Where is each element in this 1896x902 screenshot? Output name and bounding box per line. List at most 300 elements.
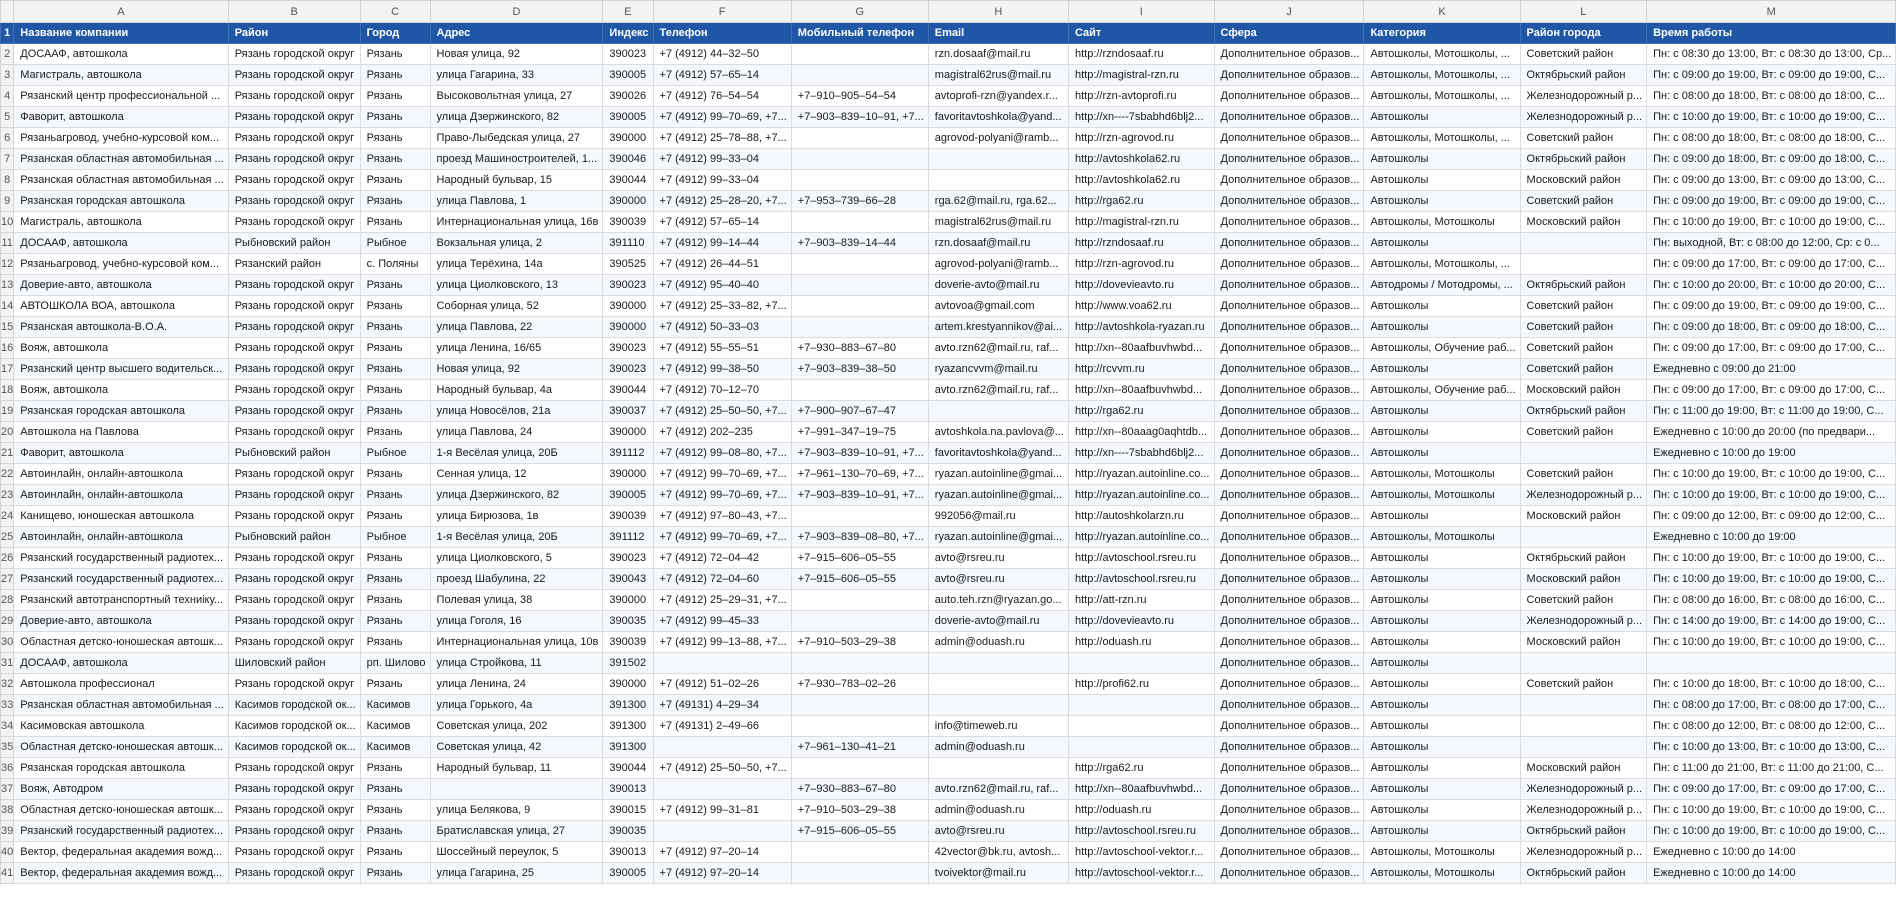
cell-sphere[interactable]: Дополнительное образов... — [1214, 212, 1364, 233]
cell-working-hours[interactable]: Пн: с 09:00 до 17:00, Вт: с 09:00 до 17:00, С... — [1647, 338, 1896, 359]
cell-district[interactable]: Рязань городской округ — [228, 128, 360, 149]
cell-sphere[interactable]: Дополнительное образов... — [1214, 611, 1364, 632]
cell-postal-index[interactable]: 391112 — [603, 443, 653, 464]
cell-website[interactable]: http://oduash.ru — [1068, 800, 1214, 821]
header-cell-sphere[interactable]: Сфера — [1214, 23, 1364, 44]
cell-postal-index[interactable]: 390005 — [603, 107, 653, 128]
cell-email[interactable]: doverie-avto@mail.ru — [928, 611, 1068, 632]
cell-category[interactable]: Автошколы — [1364, 611, 1520, 632]
column-header-k[interactable]: K — [1364, 1, 1520, 23]
cell-district[interactable]: Рязань городской округ — [228, 86, 360, 107]
cell-email[interactable]: ryazan.autoinline@gmai... — [928, 527, 1068, 548]
cell-company-name[interactable]: Рязанский государственный радиотех... — [14, 821, 228, 842]
cell-postal-index[interactable]: 390000 — [603, 422, 653, 443]
cell-city-district[interactable]: Октябрьский район — [1520, 821, 1647, 842]
cell-mobile-phone[interactable] — [791, 863, 928, 884]
row-number[interactable]: 7 — [1, 149, 14, 170]
cell-phone[interactable]: +7 (4912) 25‒78‒88, +7... — [653, 128, 791, 149]
cell-city-district[interactable]: Московский район — [1520, 569, 1647, 590]
cell-mobile-phone[interactable]: +7‒903‒839‒14‒44 — [791, 233, 928, 254]
cell-district[interactable]: Рязань городской округ — [228, 821, 360, 842]
cell-postal-index[interactable]: 390525 — [603, 254, 653, 275]
cell-sphere[interactable]: Дополнительное образов... — [1214, 527, 1364, 548]
cell-mobile-phone[interactable]: +7‒910‒503‒29‒38 — [791, 632, 928, 653]
cell-postal-index[interactable]: 390023 — [603, 44, 653, 65]
cell-address[interactable]: Народный бульвар, 15 — [430, 170, 603, 191]
row-number[interactable]: 24 — [1, 506, 14, 527]
cell-address[interactable]: улица Павлова, 24 — [430, 422, 603, 443]
cell-working-hours[interactable]: Пн: с 11:00 до 19:00, Вт: с 11:00 до 19:00, С... — [1647, 401, 1896, 422]
row-number[interactable]: 36 — [1, 758, 14, 779]
cell-city[interactable]: Рязань — [360, 758, 430, 779]
cell-phone[interactable]: +7 (4912) 99‒31‒81 — [653, 800, 791, 821]
cell-email[interactable]: favoritavtoshkola@yand... — [928, 443, 1068, 464]
cell-mobile-phone[interactable]: +7‒910‒503‒29‒38 — [791, 800, 928, 821]
cell-category[interactable]: Автошколы — [1364, 758, 1520, 779]
row-number[interactable]: 33 — [1, 695, 14, 716]
cell-company-name[interactable]: ДОСААФ, автошкола — [14, 44, 228, 65]
cell-city[interactable]: Рыбное — [360, 233, 430, 254]
cell-company-name[interactable]: Автошкола на Павлова — [14, 422, 228, 443]
cell-category[interactable]: Автошколы — [1364, 590, 1520, 611]
cell-address[interactable]: улица Павлова, 22 — [430, 317, 603, 338]
cell-website[interactable]: http://dovevieavto.ru — [1068, 611, 1214, 632]
cell-city[interactable]: Касимов — [360, 716, 430, 737]
cell-postal-index[interactable]: 390046 — [603, 149, 653, 170]
cell-email[interactable]: rzn.dosaaf@mail.ru — [928, 233, 1068, 254]
cell-category[interactable]: Автошколы — [1364, 149, 1520, 170]
cell-company-name[interactable]: ДОСААФ, автошкола — [14, 653, 228, 674]
cell-district[interactable]: Рязань городской округ — [228, 212, 360, 233]
cell-postal-index[interactable]: 391300 — [603, 716, 653, 737]
cell-website[interactable]: http://avtoshkola62.ru — [1068, 149, 1214, 170]
cell-city[interactable]: Рязань — [360, 149, 430, 170]
row-number[interactable]: 8 — [1, 170, 14, 191]
cell-working-hours[interactable]: Пн: с 10:00 до 19:00, Вт: с 10:00 до 19:00, С... — [1647, 212, 1896, 233]
cell-postal-index[interactable]: 390035 — [603, 821, 653, 842]
cell-website[interactable]: http://rga62.ru — [1068, 401, 1214, 422]
cell-mobile-phone[interactable] — [791, 842, 928, 863]
cell-district[interactable]: Касимов городской ок... — [228, 737, 360, 758]
cell-mobile-phone[interactable] — [791, 653, 928, 674]
cell-working-hours[interactable]: Пн: с 10:00 до 19:00, Вт: с 10:00 до 19:00, С... — [1647, 632, 1896, 653]
cell-email[interactable]: doverie-avto@mail.ru — [928, 275, 1068, 296]
row-number[interactable]: 10 — [1, 212, 14, 233]
cell-city[interactable]: Касимов — [360, 737, 430, 758]
cell-company-name[interactable]: Вояж, автошкола — [14, 338, 228, 359]
cell-category[interactable]: Автошколы — [1364, 632, 1520, 653]
cell-sphere[interactable]: Дополнительное образов... — [1214, 548, 1364, 569]
row-number[interactable]: 5 — [1, 107, 14, 128]
cell-email[interactable]: avto.rzn62@mail.ru, raf... — [928, 380, 1068, 401]
cell-postal-index[interactable]: 390015 — [603, 800, 653, 821]
cell-postal-index[interactable]: 391300 — [603, 695, 653, 716]
cell-email[interactable] — [928, 401, 1068, 422]
cell-email[interactable]: ryazancvvm@mail.ru — [928, 359, 1068, 380]
cell-district[interactable]: Касимов городской ок... — [228, 695, 360, 716]
cell-city-district[interactable]: Советский район — [1520, 422, 1647, 443]
cell-city-district[interactable] — [1520, 653, 1647, 674]
cell-email[interactable]: tvoivektor@mail.ru — [928, 863, 1068, 884]
cell-district[interactable]: Рязань городской округ — [228, 800, 360, 821]
row-number[interactable]: 26 — [1, 548, 14, 569]
cell-mobile-phone[interactable]: +7‒900‒907‒67‒47 — [791, 401, 928, 422]
cell-email[interactable]: avto@rsreu.ru — [928, 569, 1068, 590]
cell-website[interactable]: http://magistral-rzn.ru — [1068, 65, 1214, 86]
cell-working-hours[interactable]: Пн: с 08:00 до 18:00, Вт: с 08:00 до 18:00, С... — [1647, 128, 1896, 149]
cell-city[interactable]: Рязань — [360, 800, 430, 821]
column-header-a[interactable]: A — [14, 1, 228, 23]
cell-postal-index[interactable]: 391112 — [603, 527, 653, 548]
cell-district[interactable]: Рязань городской округ — [228, 464, 360, 485]
cell-email[interactable] — [928, 695, 1068, 716]
cell-email[interactable]: magistral62rus@mail.ru — [928, 65, 1068, 86]
cell-city-district[interactable]: Железнодорожный р... — [1520, 86, 1647, 107]
cell-city-district[interactable]: Советский район — [1520, 296, 1647, 317]
cell-email[interactable] — [928, 653, 1068, 674]
cell-city-district[interactable]: Железнодорожный р... — [1520, 107, 1647, 128]
row-number[interactable]: 34 — [1, 716, 14, 737]
cell-sphere[interactable]: Дополнительное образов... — [1214, 275, 1364, 296]
cell-sphere[interactable]: Дополнительное образов... — [1214, 401, 1364, 422]
cell-mobile-phone[interactable] — [791, 296, 928, 317]
cell-company-name[interactable]: Фаворит, автошкола — [14, 443, 228, 464]
cell-sphere[interactable]: Дополнительное образов... — [1214, 128, 1364, 149]
row-number[interactable]: 1 — [1, 23, 14, 44]
cell-city[interactable]: рп. Шилово — [360, 653, 430, 674]
row-number[interactable]: 19 — [1, 401, 14, 422]
cell-city-district[interactable] — [1520, 233, 1647, 254]
cell-phone[interactable]: +7 (4912) 57‒65‒14 — [653, 212, 791, 233]
cell-company-name[interactable]: Автошкола профессионал — [14, 674, 228, 695]
cell-website[interactable]: http://autoshkolarzn.ru — [1068, 506, 1214, 527]
cell-city-district[interactable]: Советский район — [1520, 128, 1647, 149]
cell-city-district[interactable]: Советский район — [1520, 359, 1647, 380]
cell-category[interactable]: Автошколы — [1364, 674, 1520, 695]
cell-company-name[interactable]: Магистраль, автошкола — [14, 65, 228, 86]
cell-city-district[interactable]: Железнодорожный р... — [1520, 485, 1647, 506]
cell-city[interactable]: Рязань — [360, 548, 430, 569]
cell-mobile-phone[interactable] — [791, 44, 928, 65]
cell-phone[interactable]: +7 (4912) 99‒33‒04 — [653, 170, 791, 191]
cell-district[interactable]: Рязань городской округ — [228, 506, 360, 527]
cell-phone[interactable] — [653, 737, 791, 758]
cell-address[interactable]: улица Павлова, 1 — [430, 191, 603, 212]
cell-address[interactable]: 1-я Весёлая улица, 20Б — [430, 443, 603, 464]
cell-mobile-phone[interactable] — [791, 380, 928, 401]
cell-category[interactable]: Автошколы, Обучение раб... — [1364, 380, 1520, 401]
column-header-m[interactable]: M — [1647, 1, 1896, 23]
cell-address[interactable]: Братиславская улица, 27 — [430, 821, 603, 842]
cell-email[interactable]: avto@rsreu.ru — [928, 821, 1068, 842]
cell-website[interactable]: http://xn--80aaag0aqhtdb... — [1068, 422, 1214, 443]
cell-mobile-phone[interactable] — [791, 65, 928, 86]
cell-address[interactable]: улица Ленина, 16/65 — [430, 338, 603, 359]
row-number[interactable]: 32 — [1, 674, 14, 695]
cell-district[interactable]: Рязань городской округ — [228, 44, 360, 65]
cell-website[interactable]: http://profi62.ru — [1068, 674, 1214, 695]
cell-mobile-phone[interactable]: +7‒991‒347‒19‒75 — [791, 422, 928, 443]
cell-company-name[interactable]: Автоинлайн, онлайн-автошкола — [14, 464, 228, 485]
cell-working-hours[interactable]: Пн: с 14:00 до 19:00, Вт: с 14:00 до 19:00, С... — [1647, 611, 1896, 632]
cell-address[interactable]: Полевая улица, 38 — [430, 590, 603, 611]
cell-city-district[interactable]: Московский район — [1520, 380, 1647, 401]
cell-working-hours[interactable]: Пн: с 10:00 до 18:00, Вт: с 10:00 до 18:00, С... — [1647, 674, 1896, 695]
row-number[interactable]: 40 — [1, 842, 14, 863]
cell-phone[interactable]: +7 (4912) 55‒55‒51 — [653, 338, 791, 359]
cell-mobile-phone[interactable]: +7‒961‒130‒70‒69, +7... — [791, 464, 928, 485]
cell-sphere[interactable]: Дополнительное образов... — [1214, 779, 1364, 800]
cell-sphere[interactable]: Дополнительное образов... — [1214, 737, 1364, 758]
row-number[interactable]: 17 — [1, 359, 14, 380]
cell-website[interactable]: http://avtoschool-vektor.r... — [1068, 863, 1214, 884]
cell-postal-index[interactable]: 390005 — [603, 485, 653, 506]
cell-city-district[interactable]: Октябрьский район — [1520, 863, 1647, 884]
cell-website[interactable]: http://rga62.ru — [1068, 758, 1214, 779]
row-number[interactable]: 35 — [1, 737, 14, 758]
cell-company-name[interactable]: Магистраль, автошкола — [14, 212, 228, 233]
cell-website[interactable]: http://rzndosaaf.ru — [1068, 44, 1214, 65]
cell-working-hours[interactable]: Пн: с 09:00 до 19:00, Вт: с 09:00 до 19:00, С... — [1647, 191, 1896, 212]
cell-phone[interactable]: +7 (4912) 95‒40‒40 — [653, 275, 791, 296]
cell-company-name[interactable]: Рязанский автотранспортный техниіку... — [14, 590, 228, 611]
cell-address[interactable]: Новая улица, 92 — [430, 359, 603, 380]
cell-category[interactable]: Автошколы — [1364, 443, 1520, 464]
column-header-b[interactable]: B — [228, 1, 360, 23]
cell-city-district[interactable]: Советский район — [1520, 191, 1647, 212]
cell-category[interactable]: Автошколы, Мотошколы — [1364, 485, 1520, 506]
cell-address[interactable]: 1-я Весёлая улица, 20Б — [430, 527, 603, 548]
cell-sphere[interactable]: Дополнительное образов... — [1214, 695, 1364, 716]
cell-phone[interactable]: +7 (4912) 99‒70‒69, +7... — [653, 107, 791, 128]
cell-working-hours[interactable]: Пн: с 10:00 до 19:00, Вт: с 10:00 до 19:00, С... — [1647, 464, 1896, 485]
cell-postal-index[interactable]: 390035 — [603, 611, 653, 632]
cell-email[interactable]: ryazan.autoinline@gmai... — [928, 464, 1068, 485]
cell-district[interactable]: Рязань городской округ — [228, 107, 360, 128]
cell-sphere[interactable]: Дополнительное образов... — [1214, 149, 1364, 170]
cell-mobile-phone[interactable]: +7‒903‒839‒38‒50 — [791, 359, 928, 380]
cell-company-name[interactable]: Рязанская городская автошкола — [14, 401, 228, 422]
cell-mobile-phone[interactable] — [791, 590, 928, 611]
cell-mobile-phone[interactable] — [791, 170, 928, 191]
cell-address[interactable]: улица Гагарина, 33 — [430, 65, 603, 86]
cell-mobile-phone[interactable] — [791, 317, 928, 338]
cell-phone[interactable]: +7 (4912) 25‒50‒50, +7... — [653, 758, 791, 779]
cell-working-hours[interactable]: Ежедневно с 09:00 до 21:00 — [1647, 359, 1896, 380]
header-cell-city-district[interactable]: Район города — [1520, 23, 1647, 44]
cell-website[interactable]: http://avtoshkola62.ru — [1068, 170, 1214, 191]
column-header-g[interactable]: G — [791, 1, 928, 23]
cell-sphere[interactable]: Дополнительное образов... — [1214, 653, 1364, 674]
cell-category[interactable]: Автошколы — [1364, 506, 1520, 527]
cell-phone[interactable]: +7 (4912) 99‒08‒80, +7... — [653, 443, 791, 464]
cell-website[interactable]: http://att-rzn.ru — [1068, 590, 1214, 611]
cell-category[interactable]: Автошколы, Мотошколы, ... — [1364, 65, 1520, 86]
column-header-d[interactable]: D — [430, 1, 603, 23]
cell-company-name[interactable]: Рязанская областная автомобильная ... — [14, 695, 228, 716]
cell-company-name[interactable]: Вектор, федеральная академия вожд... — [14, 863, 228, 884]
cell-city[interactable]: Рыбное — [360, 443, 430, 464]
cell-company-name[interactable]: Рязанская автошкола-В.О.А. — [14, 317, 228, 338]
cell-phone[interactable]: +7 (4912) 76‒54‒54 — [653, 86, 791, 107]
cell-email[interactable]: artem.krestyannikov@ai... — [928, 317, 1068, 338]
row-number[interactable]: 14 — [1, 296, 14, 317]
cell-website[interactable]: http://www.voa62.ru — [1068, 296, 1214, 317]
cell-postal-index[interactable]: 390039 — [603, 506, 653, 527]
cell-postal-index[interactable]: 390023 — [603, 548, 653, 569]
column-header-h[interactable]: H — [928, 1, 1068, 23]
cell-website[interactable]: http://avtoshkola-ryazan.ru — [1068, 317, 1214, 338]
cell-company-name[interactable]: Канищево, юношеская автошкола — [14, 506, 228, 527]
cell-working-hours[interactable]: Пн: с 09:00 до 18:00, Вт: с 09:00 до 18:00, С... — [1647, 317, 1896, 338]
cell-mobile-phone[interactable] — [791, 695, 928, 716]
cell-website[interactable]: http://avtoschool.rsreu.ru — [1068, 569, 1214, 590]
cell-category[interactable]: Автошколы — [1364, 821, 1520, 842]
cell-category[interactable]: Автодромы / Мотодромы, ... — [1364, 275, 1520, 296]
cell-sphere[interactable]: Дополнительное образов... — [1214, 44, 1364, 65]
cell-phone[interactable]: +7 (4912) 99‒13‒88, +7... — [653, 632, 791, 653]
cell-company-name[interactable]: Рязаньагровод, учебно-курсовой ком... — [14, 254, 228, 275]
cell-company-name[interactable]: Вектор, федеральная академия вожд... — [14, 842, 228, 863]
cell-sphere[interactable]: Дополнительное образов... — [1214, 506, 1364, 527]
cell-postal-index[interactable]: 390023 — [603, 275, 653, 296]
cell-phone[interactable]: +7 (4912) 25‒28‒20, +7... — [653, 191, 791, 212]
header-cell-email[interactable]: Email — [928, 23, 1068, 44]
cell-address[interactable] — [430, 779, 603, 800]
cell-category[interactable]: Автошколы — [1364, 191, 1520, 212]
cell-city-district[interactable]: Октябрьский район — [1520, 275, 1647, 296]
row-number[interactable]: 41 — [1, 863, 14, 884]
cell-mobile-phone[interactable] — [791, 716, 928, 737]
header-cell-company-name[interactable]: Название компании — [14, 23, 228, 44]
cell-postal-index[interactable]: 391110 — [603, 233, 653, 254]
cell-city[interactable]: с. Поляны — [360, 254, 430, 275]
cell-city-district[interactable]: Московский район — [1520, 506, 1647, 527]
header-cell-category[interactable]: Категория — [1364, 23, 1520, 44]
cell-district[interactable]: Рязань городской округ — [228, 191, 360, 212]
row-number[interactable]: 21 — [1, 443, 14, 464]
column-header-e[interactable]: E — [603, 1, 653, 23]
cell-phone[interactable]: +7 (49131) 2‒49‒66 — [653, 716, 791, 737]
cell-sphere[interactable]: Дополнительное образов... — [1214, 464, 1364, 485]
cell-mobile-phone[interactable] — [791, 212, 928, 233]
cell-district[interactable]: Рязань городской округ — [228, 359, 360, 380]
cell-website[interactable]: http://rzn-agrovod.ru — [1068, 128, 1214, 149]
cell-website[interactable]: http://ryazan.autoinline.co... — [1068, 527, 1214, 548]
row-number[interactable]: 6 — [1, 128, 14, 149]
cell-city[interactable]: Рязань — [360, 863, 430, 884]
cell-working-hours[interactable]: Пн: с 11:00 до 21:00, Вт: с 11:00 до 21:00, С... — [1647, 758, 1896, 779]
cell-mobile-phone[interactable]: +7‒915‒606‒05‒55 — [791, 821, 928, 842]
cell-postal-index[interactable]: 390044 — [603, 170, 653, 191]
cell-postal-index[interactable]: 390044 — [603, 758, 653, 779]
cell-sphere[interactable]: Дополнительное образов... — [1214, 632, 1364, 653]
cell-working-hours[interactable]: Пн: с 08:00 до 18:00, Вт: с 08:00 до 18:00, С... — [1647, 86, 1896, 107]
cell-city[interactable]: Рязань — [360, 170, 430, 191]
cell-phone[interactable]: +7 (4912) 44‒32‒50 — [653, 44, 791, 65]
cell-city[interactable]: Рязань — [360, 590, 430, 611]
row-number[interactable]: 27 — [1, 569, 14, 590]
cell-email[interactable]: auto.teh.rzn@ryazan.go... — [928, 590, 1068, 611]
cell-postal-index[interactable]: 390000 — [603, 674, 653, 695]
cell-postal-index[interactable]: 390043 — [603, 569, 653, 590]
cell-phone[interactable]: +7 (4912) 99‒38‒50 — [653, 359, 791, 380]
cell-district[interactable]: Рязань городской округ — [228, 758, 360, 779]
cell-phone[interactable]: +7 (4912) 57‒65‒14 — [653, 65, 791, 86]
cell-postal-index[interactable]: 390000 — [603, 464, 653, 485]
cell-city[interactable]: Рязань — [360, 464, 430, 485]
cell-email[interactable]: admin@oduash.ru — [928, 632, 1068, 653]
row-number[interactable]: 25 — [1, 527, 14, 548]
cell-district[interactable]: Рязань городской округ — [228, 317, 360, 338]
cell-phone[interactable]: +7 (4912) 25‒50‒50, +7... — [653, 401, 791, 422]
cell-city[interactable]: Рязань — [360, 107, 430, 128]
cell-category[interactable]: Автошколы — [1364, 653, 1520, 674]
cell-postal-index[interactable]: 390000 — [603, 317, 653, 338]
cell-address[interactable]: улица Гоголя, 16 — [430, 611, 603, 632]
cell-city-district[interactable] — [1520, 443, 1647, 464]
cell-district[interactable]: Рязань городской округ — [228, 863, 360, 884]
cell-category[interactable]: Автошколы, Мотошколы, ... — [1364, 254, 1520, 275]
cell-city-district[interactable]: Железнодорожный р... — [1520, 842, 1647, 863]
cell-address[interactable]: улица Терёхина, 14а — [430, 254, 603, 275]
cell-phone[interactable]: +7 (4912) 97‒20‒14 — [653, 863, 791, 884]
cell-company-name[interactable]: Рязанская областная автомобильная ... — [14, 149, 228, 170]
cell-phone[interactable]: +7 (4912) 50‒33‒03 — [653, 317, 791, 338]
cell-sphere[interactable]: Дополнительное образов... — [1214, 863, 1364, 884]
cell-email[interactable]: magistral62rus@mail.ru — [928, 212, 1068, 233]
cell-category[interactable]: Автошколы — [1364, 695, 1520, 716]
cell-working-hours[interactable] — [1647, 653, 1896, 674]
cell-website[interactable]: http://rga62.ru — [1068, 191, 1214, 212]
cell-sphere[interactable]: Дополнительное образов... — [1214, 590, 1364, 611]
header-cell-address[interactable]: Адрес — [430, 23, 603, 44]
cell-sphere[interactable]: Дополнительное образов... — [1214, 758, 1364, 779]
cell-mobile-phone[interactable] — [791, 611, 928, 632]
cell-district[interactable]: Шиловский район — [228, 653, 360, 674]
cell-sphere[interactable]: Дополнительное образов... — [1214, 443, 1364, 464]
cell-working-hours[interactable]: Пн: выходной, Вт: с 08:00 до 12:00, Ср: с 0... — [1647, 233, 1896, 254]
cell-website[interactable]: http://rzndosaaf.ru — [1068, 233, 1214, 254]
cell-postal-index[interactable]: 390005 — [603, 65, 653, 86]
cell-company-name[interactable]: АВТОШКОЛА ВОА, автошкола — [14, 296, 228, 317]
cell-city-district[interactable]: Железнодорожный р... — [1520, 611, 1647, 632]
cell-phone[interactable]: +7 (4912) 99‒70‒69, +7... — [653, 485, 791, 506]
cell-category[interactable]: Автошколы — [1364, 779, 1520, 800]
cell-phone[interactable] — [653, 653, 791, 674]
cell-working-hours[interactable]: Пн: с 08:30 до 13:00, Вт: с 08:30 до 13:00, Ср... — [1647, 44, 1896, 65]
cell-district[interactable]: Рязань городской округ — [228, 275, 360, 296]
cell-postal-index[interactable]: 390026 — [603, 86, 653, 107]
cell-working-hours[interactable]: Пн: с 09:00 до 12:00, Вт: с 09:00 до 12:00, С... — [1647, 506, 1896, 527]
row-number[interactable]: 22 — [1, 464, 14, 485]
cell-city-district[interactable]: Московский район — [1520, 758, 1647, 779]
cell-website[interactable] — [1068, 716, 1214, 737]
row-number[interactable]: 12 — [1, 254, 14, 275]
cell-city[interactable]: Рязань — [360, 842, 430, 863]
row-number[interactable]: 20 — [1, 422, 14, 443]
row-number[interactable]: 2 — [1, 44, 14, 65]
cell-email[interactable]: avtoshkola.na.pavlova@... — [928, 422, 1068, 443]
cell-postal-index[interactable]: 390023 — [603, 359, 653, 380]
cell-sphere[interactable]: Дополнительное образов... — [1214, 233, 1364, 254]
cell-email[interactable]: avto.rzn62@mail.ru, raf... — [928, 338, 1068, 359]
cell-company-name[interactable]: Автоинлайн, онлайн-автошкола — [14, 485, 228, 506]
cell-city[interactable]: Рязань — [360, 485, 430, 506]
cell-city[interactable]: Рязань — [360, 632, 430, 653]
cell-email[interactable]: agrovod-polyani@ramb... — [928, 128, 1068, 149]
cell-city[interactable]: Рязань — [360, 65, 430, 86]
